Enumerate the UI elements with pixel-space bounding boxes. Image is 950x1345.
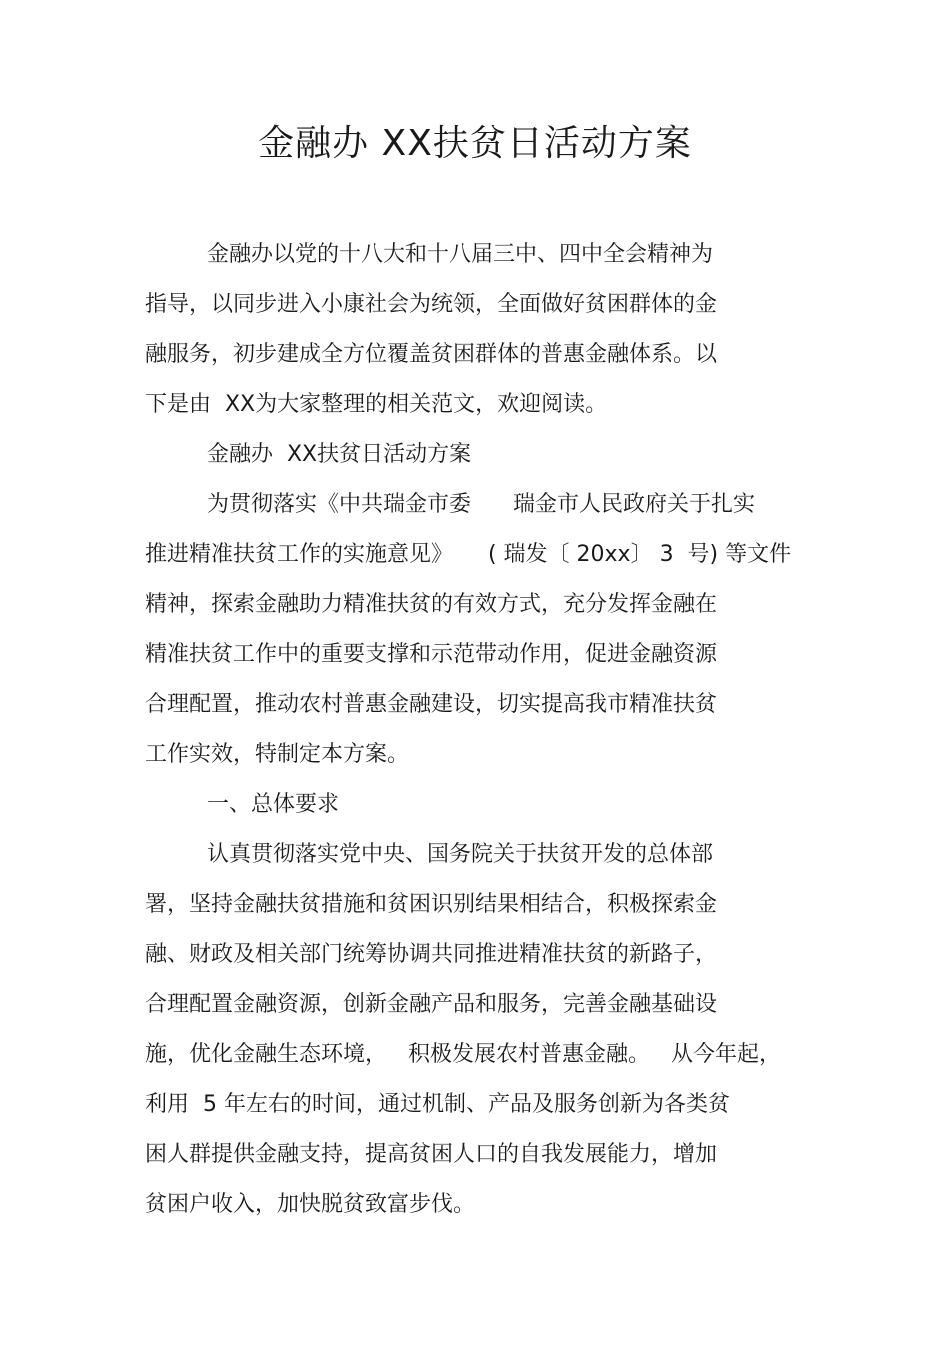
paragraph-line: 指导，以同步进入小康社会为统领，全面做好贫困群体的金 bbox=[145, 292, 718, 317]
paragraph-line: 融服务，初步建成全方位覆盖贫困群体的普惠金融体系。以 bbox=[145, 342, 718, 367]
paragraph-line: 合理配置，推动农村普惠金融建设，切实提高我市精准扶贫 bbox=[145, 692, 718, 717]
paragraph-line: 精神，探索金融助力精准扶贫的有效方式，充分发挥金融在 bbox=[145, 592, 718, 617]
section-heading-line: 一、总体要求 bbox=[207, 792, 340, 817]
paragraph-line: 金融办以党的十八大和十八届三中、四中全会精神为 bbox=[207, 242, 714, 267]
paragraph-line: 利用 5 年左右的时间，通过机制、产品及服务创新为各类贫 bbox=[145, 1092, 730, 1117]
paragraph-line: 下是由 XX为大家整理的相关范文，欢迎阅读。 bbox=[145, 392, 608, 417]
paragraph-line: 精准扶贫工作中的重要支撑和示范带动作用，促进金融资源 bbox=[145, 642, 718, 667]
paragraph-line: 工作实效，特制定本方案。 bbox=[145, 742, 410, 767]
paragraph-line: 为贯彻落实《中共瑞金市委 瑞金市人民政府关于扎实 bbox=[207, 492, 755, 517]
paragraph-line: 合理配置金融资源，创新金融产品和服务，完善金融基础设 bbox=[145, 992, 718, 1017]
paragraph-line: 施，优化金融生态环境， 积极发展农村普惠金融。 从今年起， bbox=[145, 1042, 781, 1067]
paragraph-line: 困人群提供金融支持，提高贫困人口的自我发展能力，增加 bbox=[145, 1142, 718, 1167]
paragraph-line: 推进精准扶贫工作的实施意见》 ( 瑞发〔 20xx〕 3 号) 等文件 bbox=[145, 542, 792, 567]
paragraph-line: 融、财政及相关部门统筹协调共同推进精准扶贫的新路子， bbox=[145, 942, 718, 967]
paragraph-line: 认真贯彻落实党中央、国务院关于扶贫开发的总体部 bbox=[207, 842, 714, 867]
paragraph-line: 署，坚持金融扶贫措施和贫困识别结果相结合，积极探索金 bbox=[145, 892, 718, 917]
section-heading-line: 金融办 XX扶贫日活动方案 bbox=[207, 442, 472, 467]
document-title: 金融办 XX扶贫日活动方案 bbox=[258, 123, 692, 164]
paragraph-line: 贫困户收入，加快脱贫致富步伐。 bbox=[145, 1192, 476, 1217]
